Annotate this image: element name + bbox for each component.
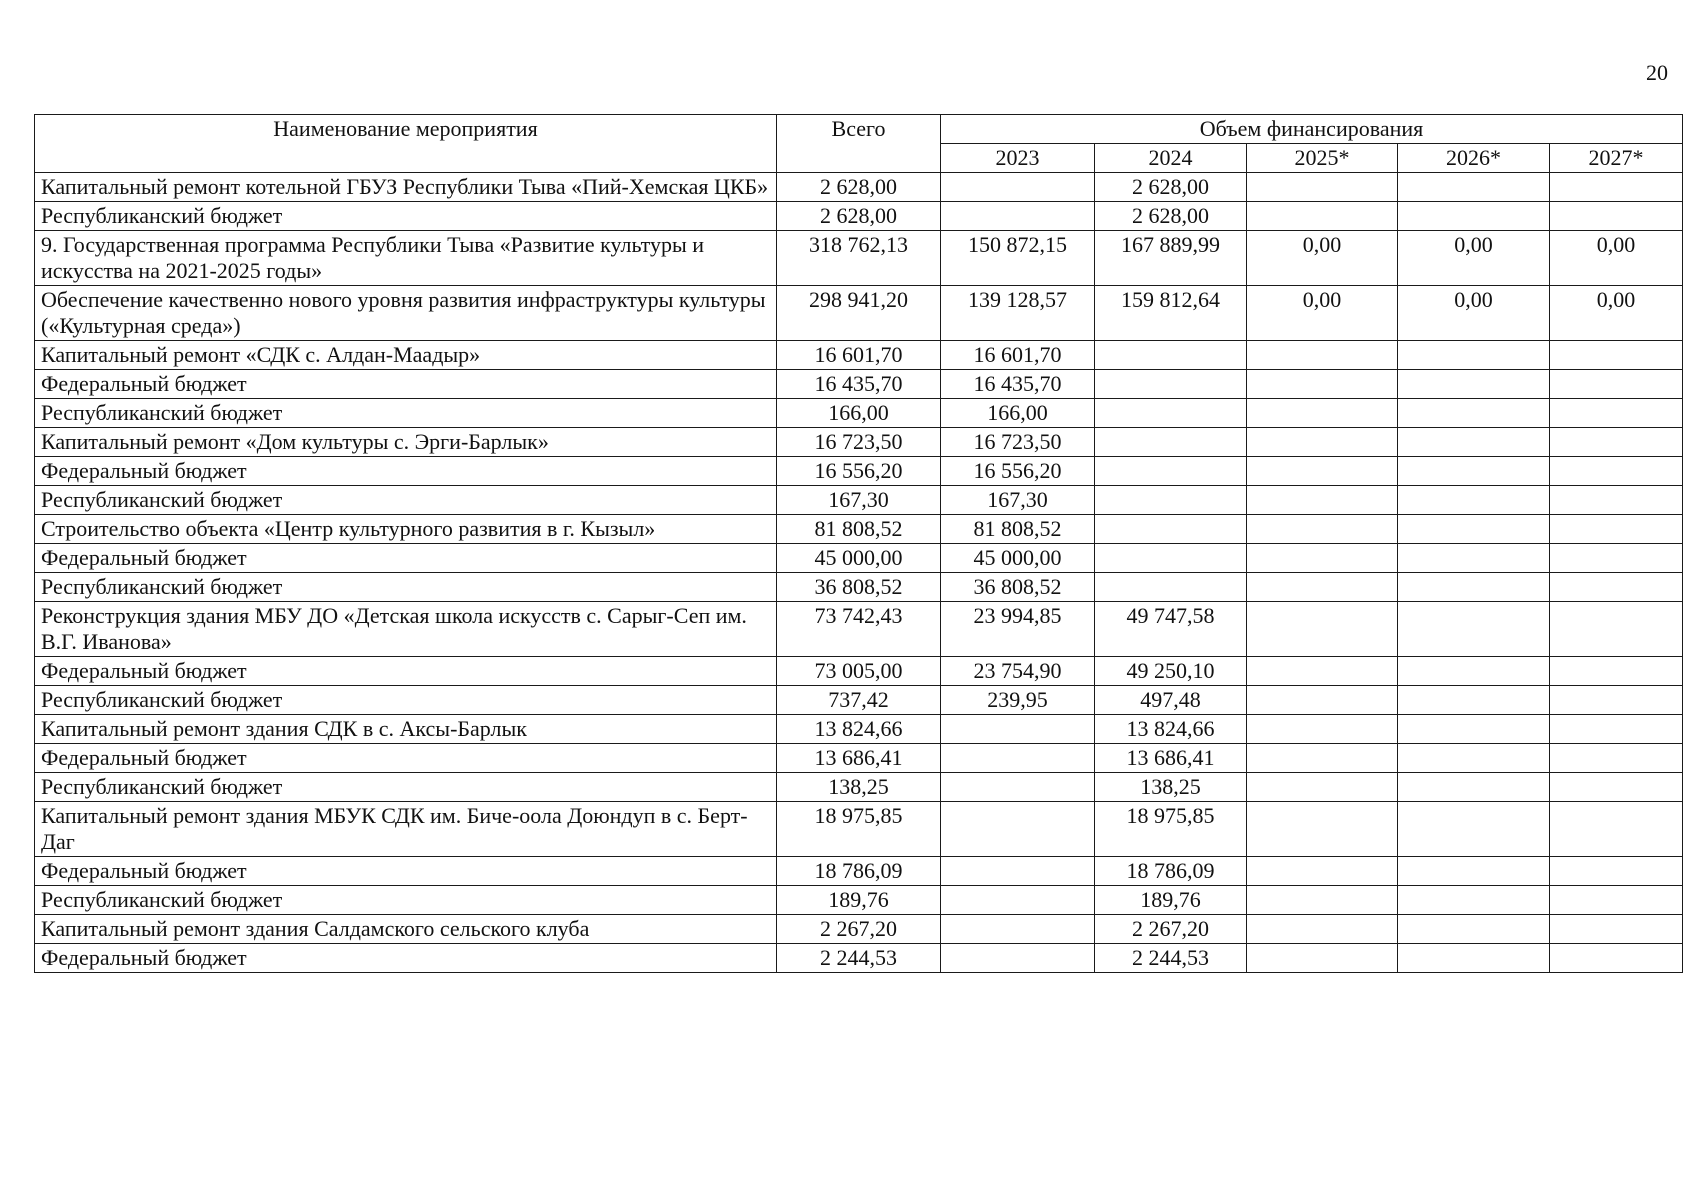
row-name: Республиканский бюджет xyxy=(35,573,777,602)
row-value: 18 975,85 xyxy=(1095,802,1247,857)
row-value: 166,00 xyxy=(777,399,941,428)
row-value: 166,00 xyxy=(941,399,1095,428)
row-value xyxy=(1247,457,1398,486)
row-value xyxy=(1398,573,1550,602)
row-value: 45 000,00 xyxy=(777,544,941,573)
row-value xyxy=(1247,370,1398,399)
row-name: Республиканский бюджет xyxy=(35,202,777,231)
row-value: 0,00 xyxy=(1398,231,1550,286)
row-value xyxy=(1398,802,1550,857)
table-row xyxy=(35,515,1683,544)
table-row xyxy=(35,286,1683,341)
row-name: Федеральный бюджет xyxy=(35,457,777,486)
row-name: Капитальный ремонт «СДК с. Алдан-Маадыр» xyxy=(35,341,777,370)
row-value: 2 267,20 xyxy=(777,915,941,944)
row-value xyxy=(1550,602,1683,657)
row-name: 9. Государственная программа Республики Тыва «Развитие культуры и искусства на 2021-2025 годы» xyxy=(35,231,777,286)
row-value: 2 628,00 xyxy=(777,173,941,202)
row-value xyxy=(1550,686,1683,715)
row-value xyxy=(941,715,1095,744)
row-value: 23 754,90 xyxy=(941,657,1095,686)
row-value xyxy=(941,773,1095,802)
row-value xyxy=(1247,202,1398,231)
row-value xyxy=(941,173,1095,202)
row-value xyxy=(1247,657,1398,686)
row-value xyxy=(1247,744,1398,773)
header-year: 2023 xyxy=(941,144,1095,173)
row-value xyxy=(1247,915,1398,944)
row-value xyxy=(1247,515,1398,544)
row-value: 497,48 xyxy=(1095,686,1247,715)
row-value: 49 747,58 xyxy=(1095,602,1247,657)
row-value: 0,00 xyxy=(1247,286,1398,341)
row-name: Капитальный ремонт здания СДК в с. Аксы-Барлык xyxy=(35,715,777,744)
table-row xyxy=(35,573,1683,602)
row-value xyxy=(1398,744,1550,773)
row-value xyxy=(1095,486,1247,515)
row-value xyxy=(1550,657,1683,686)
row-value xyxy=(1550,202,1683,231)
table-body xyxy=(35,173,1683,973)
row-value: 13 824,66 xyxy=(1095,715,1247,744)
row-value xyxy=(1095,341,1247,370)
row-value xyxy=(941,886,1095,915)
row-value: 16 435,70 xyxy=(777,370,941,399)
row-name: Федеральный бюджет xyxy=(35,370,777,399)
row-value xyxy=(1550,744,1683,773)
row-value: 138,25 xyxy=(1095,773,1247,802)
row-name: Республиканский бюджет xyxy=(35,686,777,715)
row-value xyxy=(1398,686,1550,715)
row-value: 167,30 xyxy=(777,486,941,515)
row-value: 0,00 xyxy=(1550,231,1683,286)
row-value xyxy=(1247,341,1398,370)
row-value xyxy=(1398,915,1550,944)
row-value: 2 628,00 xyxy=(1095,202,1247,231)
header-year: 2025* xyxy=(1247,144,1398,173)
table-row xyxy=(35,457,1683,486)
row-name: Федеральный бюджет xyxy=(35,944,777,973)
row-name: Республиканский бюджет xyxy=(35,773,777,802)
row-value: 13 686,41 xyxy=(1095,744,1247,773)
header-total: Всего xyxy=(777,115,941,173)
row-value xyxy=(1550,457,1683,486)
row-value xyxy=(941,744,1095,773)
row-value: 16 435,70 xyxy=(941,370,1095,399)
row-value: 49 250,10 xyxy=(1095,657,1247,686)
row-value xyxy=(1398,202,1550,231)
row-value xyxy=(1095,515,1247,544)
row-value xyxy=(1398,886,1550,915)
row-value: 18 975,85 xyxy=(777,802,941,857)
row-value: 16 556,20 xyxy=(941,457,1095,486)
row-name: Капитальный ремонт здания Салдамского сельского клуба xyxy=(35,915,777,944)
page-number: 20 xyxy=(1646,60,1668,85)
table-row xyxy=(35,602,1683,657)
row-value: 73 742,43 xyxy=(777,602,941,657)
row-value: 2 244,53 xyxy=(777,944,941,973)
row-value xyxy=(1398,515,1550,544)
row-value xyxy=(1398,857,1550,886)
header-year: 2024 xyxy=(1095,144,1247,173)
row-value xyxy=(1550,428,1683,457)
row-value xyxy=(941,915,1095,944)
row-value: 2 628,00 xyxy=(777,202,941,231)
row-value xyxy=(1550,341,1683,370)
row-value xyxy=(1398,457,1550,486)
row-value: 150 872,15 xyxy=(941,231,1095,286)
row-value xyxy=(1398,773,1550,802)
row-value xyxy=(1398,428,1550,457)
row-value xyxy=(1247,886,1398,915)
row-value xyxy=(941,202,1095,231)
row-value xyxy=(1398,544,1550,573)
row-value xyxy=(941,857,1095,886)
row-value xyxy=(1247,715,1398,744)
row-value: 73 005,00 xyxy=(777,657,941,686)
row-value xyxy=(1398,602,1550,657)
row-value xyxy=(1550,399,1683,428)
row-value: 0,00 xyxy=(1550,286,1683,341)
row-value: 2 244,53 xyxy=(1095,944,1247,973)
row-value: 13 824,66 xyxy=(777,715,941,744)
header-financing-volume: Объем финансирования xyxy=(941,115,1683,144)
table-row xyxy=(35,341,1683,370)
header-name: Наименование мероприятия xyxy=(35,115,777,173)
row-value: 16 601,70 xyxy=(941,341,1095,370)
row-value xyxy=(1247,944,1398,973)
row-name: Республиканский бюджет xyxy=(35,399,777,428)
row-value xyxy=(1247,857,1398,886)
row-value: 16 601,70 xyxy=(777,341,941,370)
row-value: 18 786,09 xyxy=(1095,857,1247,886)
row-value xyxy=(1247,573,1398,602)
table-row xyxy=(35,173,1683,202)
row-value xyxy=(1095,457,1247,486)
row-value: 36 808,52 xyxy=(941,573,1095,602)
row-value xyxy=(1550,544,1683,573)
row-value xyxy=(1398,657,1550,686)
table-row xyxy=(35,686,1683,715)
row-value: 81 808,52 xyxy=(941,515,1095,544)
row-value xyxy=(1247,686,1398,715)
row-value xyxy=(1550,802,1683,857)
table-row xyxy=(35,231,1683,286)
row-value xyxy=(1398,370,1550,399)
row-value: 167 889,99 xyxy=(1095,231,1247,286)
table-row xyxy=(35,370,1683,399)
table-row xyxy=(35,428,1683,457)
row-value: 189,76 xyxy=(777,886,941,915)
table-row xyxy=(35,773,1683,802)
row-value xyxy=(1095,573,1247,602)
row-name: Реконструкция здания МБУ ДО «Детская школа искусств с. Сарыг-Сеп им. В.Г. Иванова» xyxy=(35,602,777,657)
row-name: Федеральный бюджет xyxy=(35,857,777,886)
row-name: Обеспечение качественно нового уровня развития инфраструктуры культуры («Культурная среда») xyxy=(35,286,777,341)
row-value xyxy=(1247,428,1398,457)
row-name: Федеральный бюджет xyxy=(35,544,777,573)
row-name: Капитальный ремонт «Дом культуры с. Эрги-Барлык» xyxy=(35,428,777,457)
table-row xyxy=(35,802,1683,857)
row-value: 138,25 xyxy=(777,773,941,802)
row-value xyxy=(941,802,1095,857)
table-row xyxy=(35,715,1683,744)
row-name: Республиканский бюджет xyxy=(35,486,777,515)
row-value xyxy=(1550,915,1683,944)
row-value xyxy=(1550,857,1683,886)
header-year: 2026* xyxy=(1398,144,1550,173)
row-value: 139 128,57 xyxy=(941,286,1095,341)
row-value: 16 556,20 xyxy=(777,457,941,486)
table-row xyxy=(35,944,1683,973)
row-value xyxy=(1398,399,1550,428)
row-value: 2 628,00 xyxy=(1095,173,1247,202)
row-value: 18 786,09 xyxy=(777,857,941,886)
row-value xyxy=(1550,573,1683,602)
row-value: 189,76 xyxy=(1095,886,1247,915)
row-value xyxy=(1247,486,1398,515)
row-value xyxy=(1247,544,1398,573)
row-value xyxy=(1398,486,1550,515)
row-value: 23 994,85 xyxy=(941,602,1095,657)
row-value: 16 723,50 xyxy=(777,428,941,457)
row-value xyxy=(1550,486,1683,515)
table-row xyxy=(35,486,1683,515)
row-value xyxy=(1247,602,1398,657)
row-value xyxy=(1550,773,1683,802)
row-value: 167,30 xyxy=(941,486,1095,515)
row-name: Республиканский бюджет xyxy=(35,886,777,915)
row-value xyxy=(1095,428,1247,457)
table-row xyxy=(35,915,1683,944)
table-row xyxy=(35,886,1683,915)
row-value xyxy=(1398,715,1550,744)
row-value: 159 812,64 xyxy=(1095,286,1247,341)
row-value: 13 686,41 xyxy=(777,744,941,773)
table-row xyxy=(35,202,1683,231)
row-value: 36 808,52 xyxy=(777,573,941,602)
row-name: Федеральный бюджет xyxy=(35,657,777,686)
row-value: 0,00 xyxy=(1247,231,1398,286)
row-value xyxy=(1398,173,1550,202)
row-value xyxy=(1398,341,1550,370)
row-value: 737,42 xyxy=(777,686,941,715)
row-value xyxy=(941,944,1095,973)
table-header xyxy=(35,115,1683,173)
row-value xyxy=(1550,944,1683,973)
row-value xyxy=(1095,399,1247,428)
row-value xyxy=(1550,515,1683,544)
table-row xyxy=(35,857,1683,886)
table-row xyxy=(35,544,1683,573)
row-value xyxy=(1247,399,1398,428)
table-row xyxy=(35,399,1683,428)
row-name: Строительство объекта «Центр культурного развития в г. Кызыл» xyxy=(35,515,777,544)
row-value: 2 267,20 xyxy=(1095,915,1247,944)
row-value: 239,95 xyxy=(941,686,1095,715)
row-value: 81 808,52 xyxy=(777,515,941,544)
row-value xyxy=(1247,802,1398,857)
row-name: Капитальный ремонт здания МБУК СДК им. Биче-оола Доюндуп в с. Берт-Даг xyxy=(35,802,777,857)
row-value: 0,00 xyxy=(1398,286,1550,341)
row-value xyxy=(1095,370,1247,399)
table-row xyxy=(35,744,1683,773)
row-value xyxy=(1550,370,1683,399)
row-value xyxy=(1398,944,1550,973)
row-value: 45 000,00 xyxy=(941,544,1095,573)
row-value: 16 723,50 xyxy=(941,428,1095,457)
row-value xyxy=(1095,544,1247,573)
table-row xyxy=(35,657,1683,686)
header-year: 2027* xyxy=(1550,144,1683,173)
row-value: 298 941,20 xyxy=(777,286,941,341)
row-name: Федеральный бюджет xyxy=(35,744,777,773)
row-value xyxy=(1247,173,1398,202)
row-name: Капитальный ремонт котельной ГБУЗ Республики Тыва «Пий-Хемская ЦКБ» xyxy=(35,173,777,202)
financing-table xyxy=(34,114,1683,973)
row-value xyxy=(1550,715,1683,744)
row-value xyxy=(1550,886,1683,915)
row-value: 318 762,13 xyxy=(777,231,941,286)
row-value xyxy=(1247,773,1398,802)
row-value xyxy=(1550,173,1683,202)
